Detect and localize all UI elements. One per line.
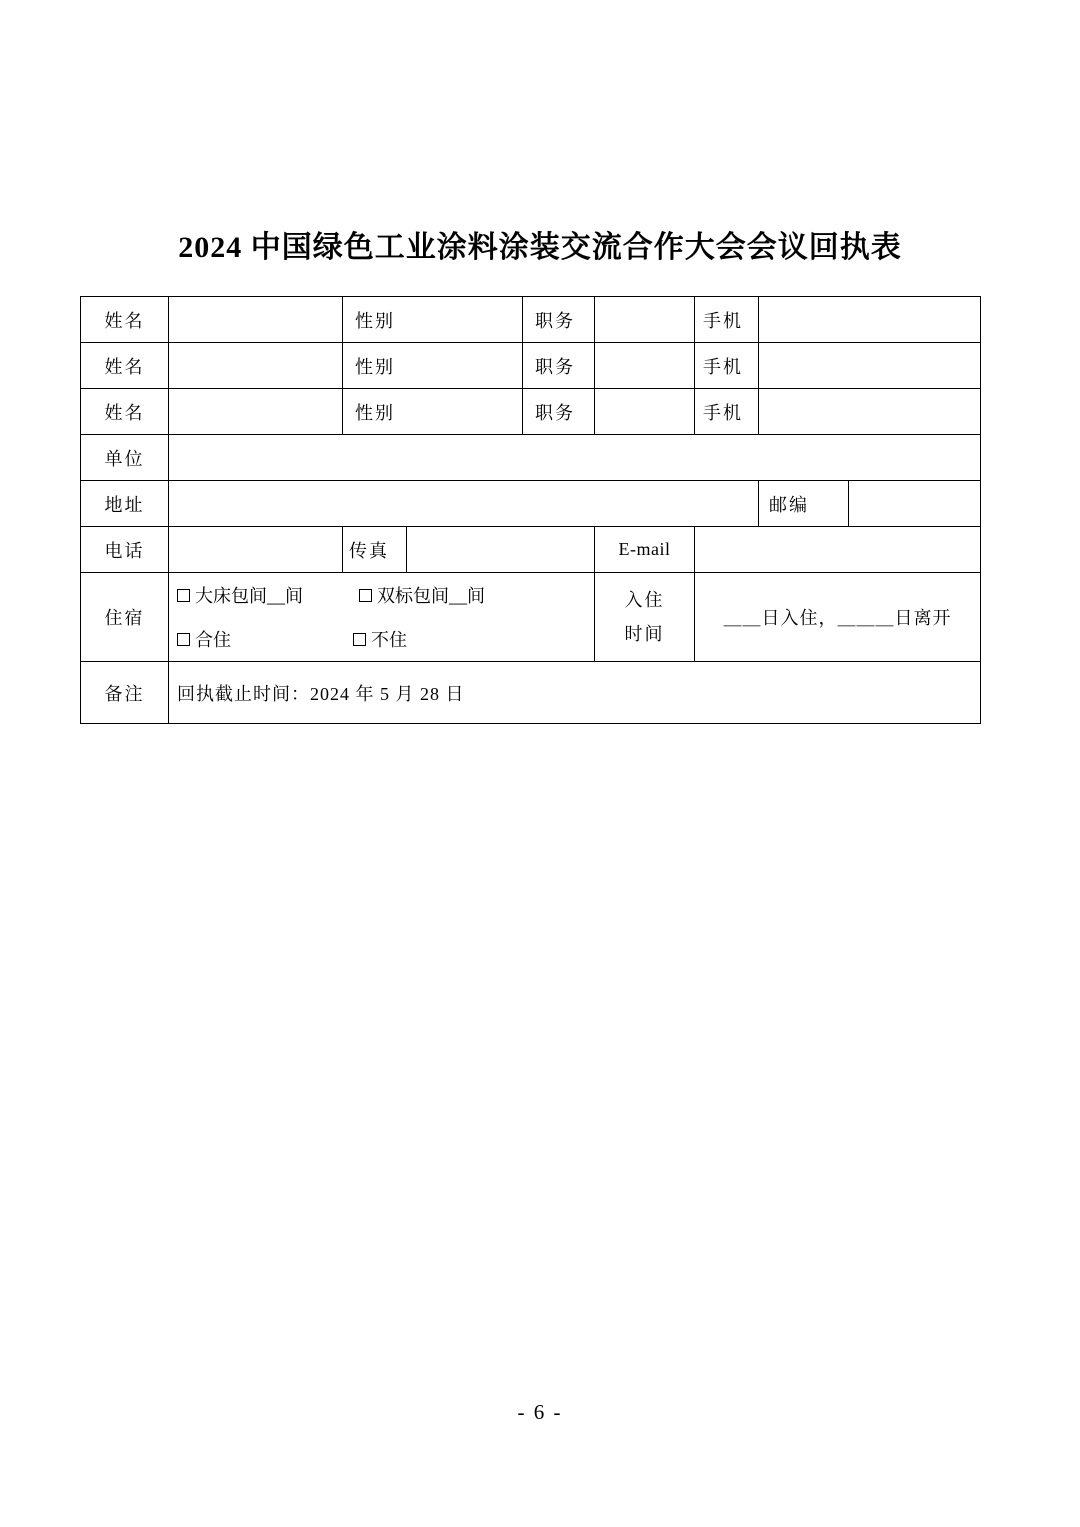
name-field-3[interactable] bbox=[169, 389, 343, 435]
option-label: 双标包间__间 bbox=[377, 586, 485, 606]
title-field-3[interactable] bbox=[595, 389, 695, 435]
checkbox-icon[interactable] bbox=[177, 589, 190, 602]
checkin-time-label-line1: 入住 bbox=[624, 589, 665, 610]
phone-field[interactable] bbox=[169, 527, 343, 573]
checkin-date-field[interactable]: ＿＿日入住，＿＿＿日离开 bbox=[695, 573, 981, 662]
name-field-2[interactable] bbox=[169, 343, 343, 389]
page-title: 2024 中国绿色工业涂料涂装交流合作大会会议回执表 bbox=[178, 231, 902, 264]
checkin-time-label-line2: 时间 bbox=[624, 624, 665, 644]
table-row bbox=[81, 435, 981, 481]
page-number: - 6 - bbox=[517, 1400, 563, 1424]
table-row-remark bbox=[81, 662, 981, 724]
checkin-time-label bbox=[595, 573, 695, 662]
checkbox-option-no-stay[interactable] bbox=[353, 626, 407, 652]
table-row bbox=[81, 389, 981, 435]
mobile-label-3: 手机 bbox=[695, 389, 759, 435]
company-label: 单位 bbox=[81, 435, 169, 481]
name-label-2: 姓名 bbox=[81, 343, 169, 389]
postcode-field[interactable] bbox=[849, 481, 981, 527]
table-row bbox=[81, 481, 981, 527]
remark-label: 备注 bbox=[81, 662, 169, 724]
checkbox-option-big-bed[interactable] bbox=[177, 582, 303, 608]
name-label-1: 姓名 bbox=[81, 297, 169, 343]
name-field-1[interactable] bbox=[169, 297, 343, 343]
fax-field[interactable] bbox=[407, 527, 595, 573]
gender-label-2: 性别 bbox=[343, 343, 523, 389]
postcode-label: 邮编 bbox=[759, 481, 849, 527]
option-label: 不住 bbox=[371, 630, 407, 650]
title-field-1[interactable] bbox=[595, 297, 695, 343]
name-label-3: 姓名 bbox=[81, 389, 169, 435]
gender-label-3: 性别 bbox=[343, 389, 523, 435]
table-row bbox=[81, 527, 981, 573]
title-field-2[interactable] bbox=[595, 343, 695, 389]
mobile-field-2[interactable] bbox=[759, 343, 981, 389]
checkbox-icon[interactable] bbox=[177, 633, 190, 646]
accommodation-options bbox=[169, 573, 595, 662]
address-field[interactable] bbox=[169, 481, 759, 527]
table-row bbox=[81, 343, 981, 389]
mobile-label-2: 手机 bbox=[695, 343, 759, 389]
checkbox-option-shared[interactable] bbox=[177, 626, 231, 652]
title-label-2: 职务 bbox=[523, 343, 595, 389]
option-label: 大床包间__间 bbox=[195, 586, 303, 606]
registration-form-table bbox=[80, 296, 981, 724]
email-label: E-mail bbox=[595, 527, 695, 573]
phone-label: 电话 bbox=[81, 527, 169, 573]
gender-label-1: 性别 bbox=[343, 297, 523, 343]
table-row-accommodation bbox=[81, 573, 981, 662]
title-label-1: 职务 bbox=[523, 297, 595, 343]
mobile-label-1: 手机 bbox=[695, 297, 759, 343]
table-row bbox=[81, 297, 981, 343]
checkbox-icon[interactable] bbox=[359, 589, 372, 602]
address-label: 地址 bbox=[81, 481, 169, 527]
fax-label: 传真 bbox=[343, 527, 407, 573]
mobile-field-1[interactable] bbox=[759, 297, 981, 343]
checkbox-option-twin-bed[interactable] bbox=[359, 582, 485, 608]
checkbox-icon[interactable] bbox=[353, 633, 366, 646]
option-label: 合住 bbox=[195, 630, 231, 650]
title-label-3: 职务 bbox=[523, 389, 595, 435]
accommodation-label: 住宿 bbox=[81, 573, 169, 662]
mobile-field-3[interactable] bbox=[759, 389, 981, 435]
remark-value: 回执截止时间：2024 年 5 月 28 日 bbox=[169, 662, 981, 724]
email-field[interactable] bbox=[695, 527, 981, 573]
company-field[interactable] bbox=[169, 435, 981, 481]
